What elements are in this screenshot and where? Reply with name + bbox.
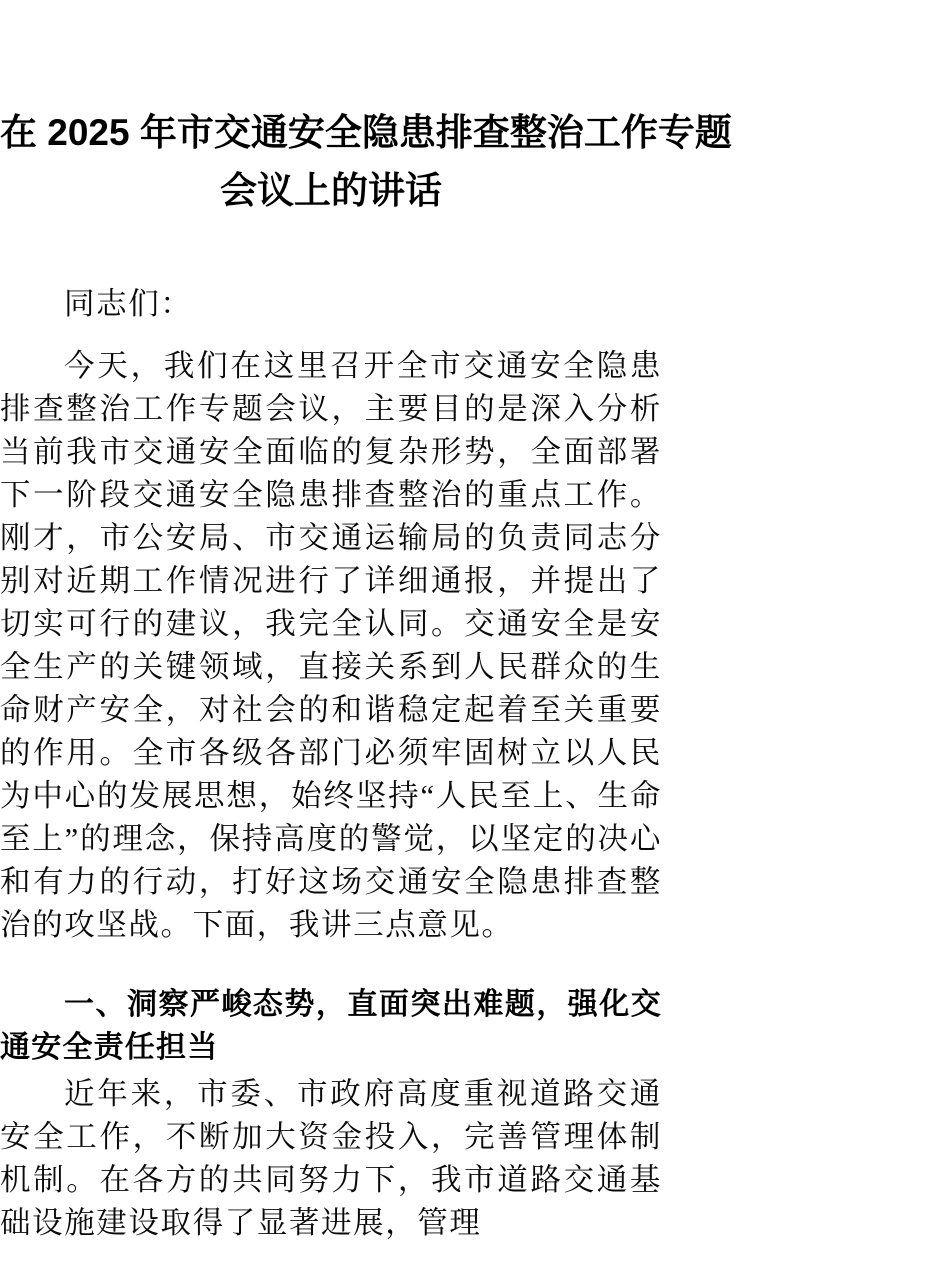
salutation: 同志们： [64,287,193,321]
heading-spacer [0,965,662,983]
opening-paragraph: 今天，我们在这里召开全市交通安全隐患排查整治工作专题会议，主要目的是深入分析当前我市交通安全面临的复杂形势，全面部署下一阶段交通安全隐患排查整治的重点工作。刚才，市公安局、市交通运输局的负责同志分别对近期工作情况进行了详细通报，并提出了切实可行的建议，我完全认同。交通安全是安全生产的关键领域，直接关系到人民群众的生命财产安全，对社会的和谐稳定起着至关重要的作用。全市各级各部门必须牢固树立以人民为中心的发展思想，始终坚持“人民至上、生命至上”的理念，保持高度的警觉，以坚定的决心和有力的行动，打好这场交通安全隐患排查整治的攻坚战。下面，我讲三点意见。 [0,349,662,942]
page-title [0,104,732,220]
document-body [0,283,662,1263]
section-heading-one: 一、洞察严峻态势，直面突出难题，强化交通安全责任担当 [0,988,662,1064]
section-one-paragraph: 近年来，市委、市政府高度重视道路交通安全工作，不断加大资金投入，完善管理体制机制。在各方的共同努力下，我市道路交通基础设施建设取得了显著进展，管理 [0,1077,662,1240]
title-line-2: 会议上的讲话 [220,170,442,211]
document-title-block [0,104,732,220]
title-line-1: 在 2025 年市交通安全隐患排查整治工作专题 [0,112,732,153]
